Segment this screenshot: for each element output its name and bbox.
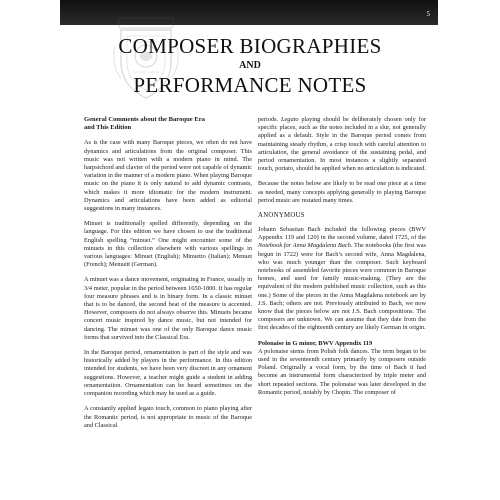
section-heading-line-1: General Comments about the Baroque Era [84, 116, 205, 123]
text-span: playing should be deliberately chosen only for specific places, such as the notes included in a slur, not generally applied as a default. Style in the Baroque period comes from maintaining steady rhythm, a crisp touch with careful attention to articulation, the general avoidance of the sustaining pedal, and period ornamentation. In most instances a slightly separated touch, portato, should be applied when no articulation is indicated. [258, 116, 427, 173]
italic-text: Notebook for Anna Magdalena Bach. [258, 242, 353, 250]
title-line-1: COMPOSER BIOGRAPHIES [118, 34, 382, 58]
paragraph: As is the case with many Baroque pieces, we often do not have dynamics and articulations from the original composer. This music was not written with a modern piano in mind. The harpsichord and clavier of the period were not capable of dynamic variation in the manner of a modern piano. When playing Baroque music on the piano it is only natural to add dynamic contrasts, which makes it more idiomatic for the modern instrument. Dynamics and articulations have been added as editorial suggestions in many instances. [84, 139, 252, 213]
paragraph: A polonaise stems from Polish folk dances. The term began to be used in the seventeenth century primarily by composers outside Poland. Originally a vocal form, by the time of Bach it had become an instrumental form characterized by triple meter and short repeated sections. The polonaise was later developed in the Romantic period, notably by Chopin. The composer of [258, 347, 426, 396]
section-heading-anonymous: ANONYMOUS [258, 212, 305, 220]
title-line-3: PERFORMANCE NOTES [133, 73, 367, 97]
paragraph: In the Baroque period, ornamentation is part of the style and was historically added by players in the performance. In this edition intended for students, we have been very discreet in any ornament suggestions. However, a teacher might guide a student in adding ornamentation. Ornamentation can be heard sometimes on the companion recording which may be used as a guide. [84, 349, 252, 398]
italic-text: Legato [281, 116, 299, 123]
text-span: periods. [258, 116, 281, 123]
paragraph [258, 226, 426, 333]
right-column [258, 116, 426, 404]
paragraph: Because the notes below are likely to be read one piece at a time as needed, many concepts applying generally to playing Baroque period music are restated many times. [258, 180, 426, 204]
paragraph [258, 116, 426, 173]
page-title [0, 34, 500, 97]
left-column [84, 116, 252, 437]
page-number: 5 [426, 10, 430, 18]
text-span: Johann Sebastian Bach included the following pieces (BWV Appendix 119 and 120) in the second volume, dated 1725, of the [258, 226, 426, 242]
section-heading-general [84, 116, 252, 132]
paragraph: A minuet was a dance movement, originating in France, usually in 3/4 meter, popular in the period between 1650-1800. It has regular four measure phrases and is in binary form. In a classic minuet that is to be danced, the second beat of the measure is accented. However, composers do not always observe this. Minuets became concert music inspired by dance music, but not intended for dancing. The minuet was one of the only Baroque dance music forms that survived into the Classical Era. [84, 276, 252, 341]
piece-subheading: Polonaise in G minor, BWV Appendix 119 [258, 339, 373, 347]
text-span: The notebooks (the first was begun in 1722) were for Bach’s second wife, Anna Magdalena, who was much younger than the composer. Such keyboard notebooks of assembled favorite pieces were common in Baroque homes, and used for family music-making. (They are the equivalent of the modern published music collection, such as this one.) Some of the pieces in the Anna Magdalena notebook are by J.S. Bach; others are not. Previously attributed to Bach, we now know that the pieces below are not J.S. Bach compositions. The composers are unknown. We can assume that they date from the first decades of the eighteenth century are likely German in origin. [258, 242, 426, 332]
title-line-2: AND [239, 60, 261, 71]
paragraph: Minuet is traditionally spelled differently, depending on the language. For this edition we have chosen to use the traditional English spelling “minuet.” One might encounter some of the minuets in this collection elsewhere with various spellings in various languages: Minuet (English); Minuetto (Italian); Menuet (French); Menuett (German). [84, 220, 252, 269]
section-heading-line-2: and This Edition [84, 124, 132, 132]
paragraph: A constantly applied legato touch, common to piano playing after the Romantic period, is not appropriate to music of the Baroque and Classical [84, 405, 252, 429]
